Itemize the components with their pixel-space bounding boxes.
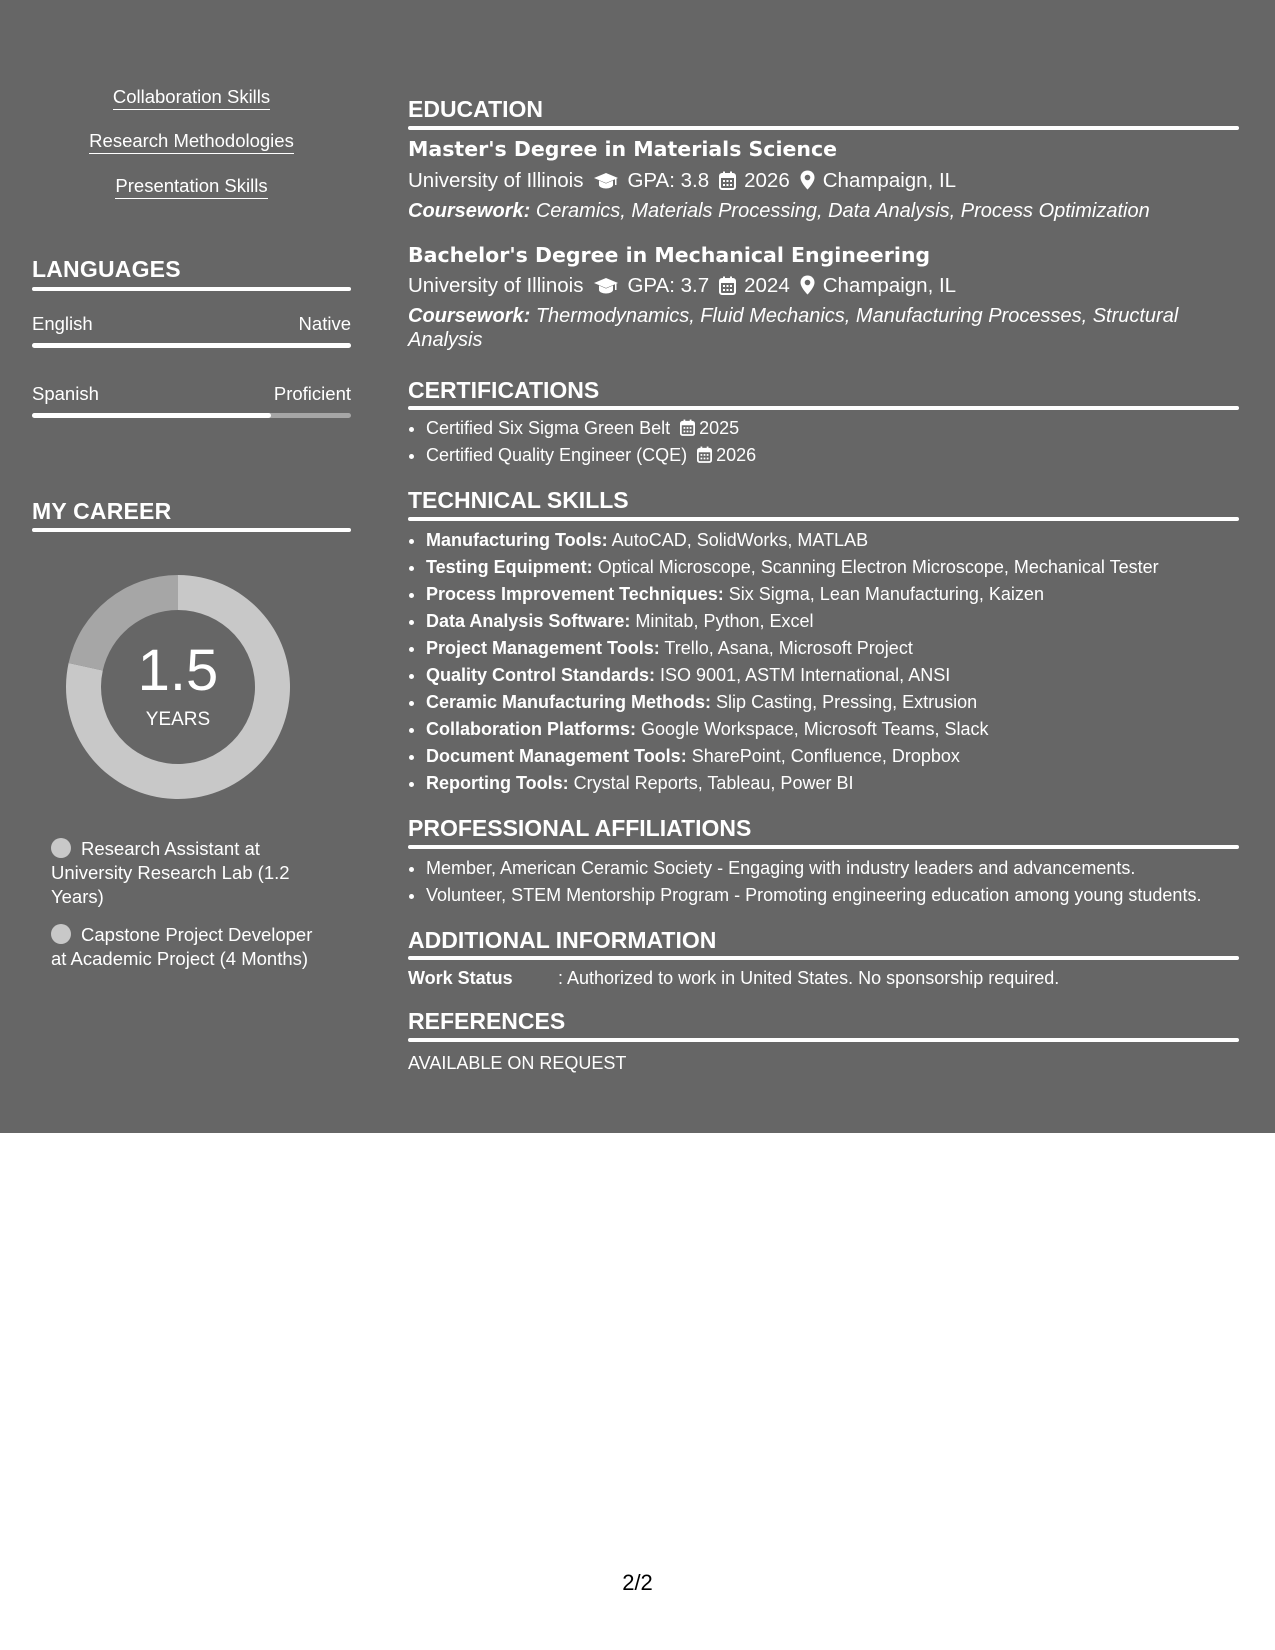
education-meta [408, 169, 956, 196]
list-item: • Ceramic Manufacturing Methods: Slip Casting, Pressing, Extrusion [426, 689, 1159, 716]
gpa: GPA: 3.7 [627, 274, 710, 297]
list-item: • Project Management Tools: Trello, Asana, Microsoft Project [426, 635, 1159, 662]
language-level: Proficient [273, 383, 351, 404]
list-item: • Document Management Tools: SharePoint, Confluence, Dropbox [426, 743, 1159, 770]
language-bar [32, 413, 351, 418]
skill-item[interactable]: Presentation Skills [32, 175, 351, 197]
section-rule [408, 126, 1239, 130]
calendar-icon [719, 276, 736, 301]
section-rule [408, 956, 1239, 960]
language-bar [32, 343, 351, 348]
education-meta [408, 274, 956, 301]
technical-skills-title: TECHNICAL SKILLS [408, 487, 629, 513]
bullet-dot-icon [51, 838, 71, 858]
references-text: AVAILABLE ON REQUEST [408, 1053, 627, 1073]
skill-item[interactable]: Collaboration Skills [32, 86, 351, 108]
skill-item[interactable]: Research Methodologies [32, 130, 351, 152]
coursework: Coursework: Ceramics, Materials Processing, Data Analysis, Process Optimization [408, 200, 1150, 222]
list-item: • Data Analysis Software: Minitab, Python, Excel [426, 608, 1159, 635]
section-rule [408, 406, 1239, 410]
language-row [32, 313, 351, 335]
location: Champaign, IL [822, 274, 957, 297]
career-title: MY CAREER [32, 498, 172, 524]
additional-info-title: ADDITIONAL INFORMATION [408, 927, 717, 953]
map-pin-icon [800, 170, 815, 196]
calendar-icon [697, 444, 712, 471]
certifications-title: CERTIFICATIONS [408, 377, 600, 403]
career-total-years: 1.5 [137, 638, 219, 703]
degree-title: Bachelor's Degree in Mechanical Engineering [408, 243, 931, 267]
graduation-year: 2026 [744, 169, 790, 192]
language-name: English [32, 313, 93, 334]
section-rule [408, 517, 1239, 521]
school-name: University of Illinois [408, 169, 584, 192]
calendar-icon [680, 417, 695, 444]
school-name: University of Illinois [408, 274, 584, 297]
technical-skills-list [408, 527, 1159, 797]
section-rule [408, 845, 1239, 849]
graduation-cap-icon [593, 277, 619, 301]
career-item: Research Assistant at University Research Lab (1.2 Years) [51, 838, 290, 907]
bullet-dot-icon [51, 924, 71, 944]
list-item: • Collaboration Platforms: Google Workspace, Microsoft Teams, Slack [426, 716, 1159, 743]
calendar-icon [719, 171, 736, 196]
graduation-year: 2024 [744, 274, 790, 297]
work-status-value: : Authorized to work in United States. No sponsorship required. [558, 968, 1060, 988]
location: Champaign, IL [822, 169, 957, 192]
list-item: • Member, American Ceramic Society - Engaging with industry leaders and advancements. [426, 855, 1201, 882]
list-item: • Certified Quality Engineer (CQE) 2026 [426, 442, 756, 469]
section-rule [408, 1038, 1239, 1042]
list-item: • Reporting Tools: Crystal Reports, Tableau, Power BI [426, 770, 1159, 797]
career-total-unit: YEARS [145, 709, 211, 730]
list-item: • Certified Six Sigma Green Belt 2025 [426, 415, 756, 442]
language-bar-fill [32, 343, 351, 348]
language-name: Spanish [32, 383, 99, 404]
list-item: • Manufacturing Tools: AutoCAD, SolidWorks, MATLAB [426, 527, 1159, 554]
certifications-list [408, 415, 756, 469]
work-status-label: Work Status [408, 968, 513, 988]
gpa: GPA: 3.8 [627, 169, 710, 192]
language-level: Native [298, 313, 351, 334]
career-item: Capstone Project Developer at Academic Project (4 Months) [51, 924, 313, 969]
language-row [32, 383, 351, 405]
languages-title: LANGUAGES [32, 256, 181, 282]
page-number: 2/2 [622, 1570, 653, 1595]
degree-title: Master's Degree in Materials Science [408, 137, 838, 161]
list-item: • Quality Control Standards: ISO 9001, ASTM International, ANSI [426, 662, 1159, 689]
references-title: REFERENCES [408, 1008, 566, 1034]
list-item: • Volunteer, STEM Mentorship Program - Promoting engineering education among young students. [426, 882, 1201, 909]
section-rule [32, 528, 351, 532]
affiliations-title: PROFESSIONAL AFFILIATIONS [408, 815, 752, 841]
list-item: • Process Improvement Techniques: Six Sigma, Lean Manufacturing, Kaizen [426, 581, 1159, 608]
affiliations-list [408, 855, 1201, 909]
list-item: • Testing Equipment: Optical Microscope, Scanning Electron Microscope, Mechanical Tester [426, 554, 1159, 581]
graduation-cap-icon [593, 172, 619, 196]
language-bar-fill [32, 413, 271, 418]
coursework: Coursework: Thermodynamics, Fluid Mechanics, Manufacturing Processes, Structural Analysis [408, 305, 1179, 351]
section-rule [32, 287, 351, 291]
map-pin-icon [800, 275, 815, 301]
education-title: EDUCATION [408, 96, 544, 122]
